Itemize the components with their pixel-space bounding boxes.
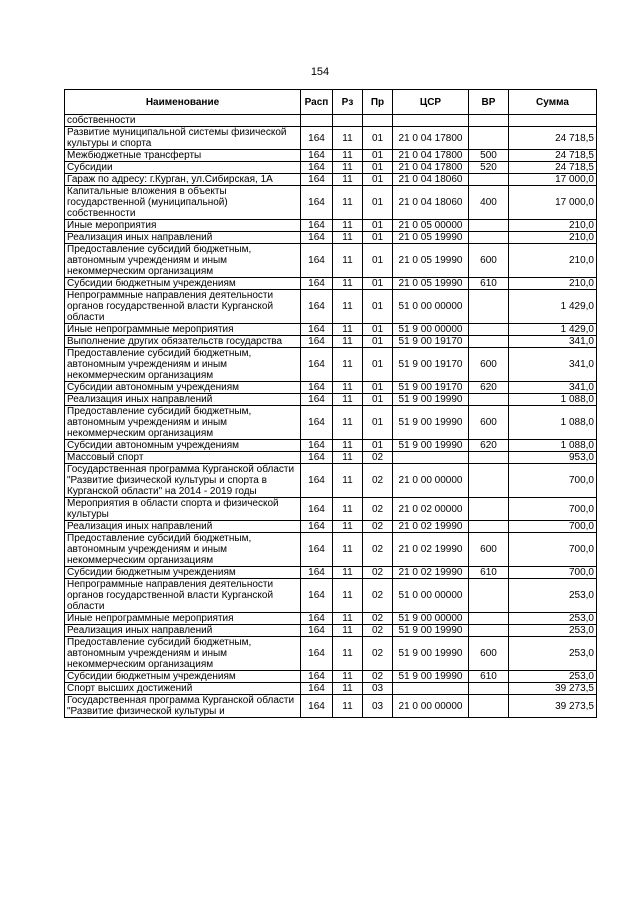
cell-vr: [469, 498, 509, 521]
cell-rz: 11: [333, 452, 363, 464]
cell-rasp: 164: [301, 671, 333, 683]
cell-rasp: 164: [301, 567, 333, 579]
cell-rasp: 164: [301, 637, 333, 671]
cell-rasp: 164: [301, 127, 333, 150]
cell-sum: 253,0: [509, 625, 597, 637]
cell-pr: 01: [363, 174, 393, 186]
cell-vr: [469, 464, 509, 498]
table-row: [65, 232, 597, 244]
cell-vr: 600: [469, 637, 509, 671]
cell-sum: 953,0: [509, 452, 597, 464]
cell-name: собственности: [65, 115, 301, 127]
cell-sum: 210,0: [509, 220, 597, 232]
cell-rz: 11: [333, 336, 363, 348]
cell-rz: 11: [333, 174, 363, 186]
cell-sum: 210,0: [509, 278, 597, 290]
cell-rz: 11: [333, 671, 363, 683]
table-row: [65, 637, 597, 671]
cell-name: Предоставление субсидий бюджетным, автономным учреждениям и иным некоммерческим организациям: [65, 348, 301, 382]
cell-sum: 39 273,5: [509, 695, 597, 718]
cell-sum: 700,0: [509, 533, 597, 567]
cell-rasp: 164: [301, 348, 333, 382]
cell-pr: 01: [363, 406, 393, 440]
table-row: [65, 162, 597, 174]
table-row: [65, 382, 597, 394]
table-header-row: [65, 90, 597, 115]
page-number: 154: [310, 66, 330, 78]
cell-sum: 700,0: [509, 567, 597, 579]
cell-name: Субсидии автономным учреждениям: [65, 382, 301, 394]
cell-sum: 341,0: [509, 382, 597, 394]
cell-vr: [469, 127, 509, 150]
cell-name: Иные непрограммные мероприятия: [65, 613, 301, 625]
cell-csr: 21 0 02 19990: [393, 521, 469, 533]
cell-csr: 21 0 05 19990: [393, 244, 469, 278]
cell-csr: 21 0 04 18060: [393, 186, 469, 220]
cell-csr: 21 0 02 19990: [393, 567, 469, 579]
table-row: [65, 440, 597, 452]
cell-rz: 11: [333, 220, 363, 232]
cell-rasp: 164: [301, 244, 333, 278]
cell-csr: 51 9 00 19170: [393, 382, 469, 394]
cell-rasp: 164: [301, 324, 333, 336]
cell-name: Спорт высших достижений: [65, 683, 301, 695]
cell-rasp: 164: [301, 683, 333, 695]
cell-vr: 610: [469, 278, 509, 290]
cell-pr: 01: [363, 290, 393, 324]
cell-rasp: 164: [301, 382, 333, 394]
cell-rz: 11: [333, 440, 363, 452]
cell-name: Субсидии: [65, 162, 301, 174]
cell-rasp: 164: [301, 394, 333, 406]
cell-csr: 51 0 00 00000: [393, 290, 469, 324]
cell-name: Капитальные вложения в объекты государственной (муниципальной) собственности: [65, 186, 301, 220]
cell-vr: 500: [469, 150, 509, 162]
cell-csr: 51 9 00 19990: [393, 671, 469, 683]
table-row: [65, 220, 597, 232]
table-row: [65, 324, 597, 336]
cell-csr: 51 9 00 19170: [393, 336, 469, 348]
table-row: [65, 336, 597, 348]
cell-rz: 11: [333, 695, 363, 718]
cell-csr: 21 0 05 19990: [393, 278, 469, 290]
header-csr: ЦСР: [393, 90, 469, 115]
cell-vr: [469, 452, 509, 464]
cell-pr: 01: [363, 382, 393, 394]
cell-pr: 02: [363, 521, 393, 533]
cell-csr: 51 9 00 19990: [393, 440, 469, 452]
cell-vr: [469, 232, 509, 244]
cell-name: Государственная программа Курганской области "Развитие физической культуры и: [65, 695, 301, 718]
cell-rasp: 164: [301, 336, 333, 348]
cell-pr: 01: [363, 127, 393, 150]
cell-pr: 02: [363, 533, 393, 567]
cell-sum: 1 429,0: [509, 324, 597, 336]
table-row: [65, 533, 597, 567]
cell-rz: 11: [333, 533, 363, 567]
cell-sum: 700,0: [509, 464, 597, 498]
cell-vr: [469, 394, 509, 406]
cell-sum: 253,0: [509, 613, 597, 625]
cell-name: Реализация иных направлений: [65, 625, 301, 637]
cell-pr: 02: [363, 567, 393, 579]
table-row: [65, 394, 597, 406]
cell-rasp: 164: [301, 464, 333, 498]
cell-rz: 11: [333, 394, 363, 406]
table-row: [65, 150, 597, 162]
cell-vr: [469, 174, 509, 186]
cell-vr: [469, 579, 509, 613]
cell-rz: 11: [333, 406, 363, 440]
cell-vr: 620: [469, 382, 509, 394]
cell-pr: 01: [363, 186, 393, 220]
cell-csr: 21 0 04 17800: [393, 150, 469, 162]
table-row: [65, 671, 597, 683]
cell-vr: [469, 115, 509, 127]
table-row: [65, 244, 597, 278]
cell-vr: 600: [469, 348, 509, 382]
cell-rasp: 164: [301, 406, 333, 440]
table-body: [65, 115, 597, 718]
table-row: [65, 127, 597, 150]
cell-rasp: 164: [301, 498, 333, 521]
cell-pr: 02: [363, 625, 393, 637]
cell-vr: 610: [469, 567, 509, 579]
cell-name: Субсидии бюджетным учреждениям: [65, 278, 301, 290]
cell-csr: 21 0 04 17800: [393, 127, 469, 150]
header-rz: Рз: [333, 90, 363, 115]
cell-sum: 39 273,5: [509, 683, 597, 695]
cell-pr: 02: [363, 498, 393, 521]
cell-csr: 21 0 04 17800: [393, 162, 469, 174]
cell-rasp: 164: [301, 695, 333, 718]
cell-name: Выполнение других обязательств государства: [65, 336, 301, 348]
cell-name: Мероприятия в области спорта и физической культуры: [65, 498, 301, 521]
cell-rasp: [301, 115, 333, 127]
cell-rz: [333, 115, 363, 127]
table-row: [65, 625, 597, 637]
cell-rasp: 164: [301, 613, 333, 625]
cell-rz: 11: [333, 290, 363, 324]
cell-sum: 24 718,5: [509, 150, 597, 162]
cell-rasp: 164: [301, 162, 333, 174]
cell-name: Предоставление субсидий бюджетным, автономным учреждениям и иным некоммерческим организациям: [65, 406, 301, 440]
cell-name: Массовый спорт: [65, 452, 301, 464]
cell-csr: 21 0 02 00000: [393, 498, 469, 521]
cell-rz: 11: [333, 579, 363, 613]
cell-vr: 600: [469, 244, 509, 278]
cell-pr: 01: [363, 324, 393, 336]
cell-rz: 11: [333, 382, 363, 394]
cell-pr: 01: [363, 220, 393, 232]
header-vr: ВР: [469, 90, 509, 115]
cell-sum: 17 000,0: [509, 174, 597, 186]
cell-pr: 02: [363, 464, 393, 498]
cell-csr: 21 0 02 19990: [393, 533, 469, 567]
table-row: [65, 278, 597, 290]
cell-rasp: 164: [301, 220, 333, 232]
cell-csr: 21 0 00 00000: [393, 695, 469, 718]
cell-vr: [469, 695, 509, 718]
table-row: [65, 567, 597, 579]
cell-name: Иные непрограммные мероприятия: [65, 324, 301, 336]
cell-sum: 253,0: [509, 579, 597, 613]
cell-name: Реализация иных направлений: [65, 394, 301, 406]
cell-rz: 11: [333, 637, 363, 671]
cell-rz: 11: [333, 127, 363, 150]
cell-pr: 01: [363, 244, 393, 278]
table-row: [65, 521, 597, 533]
cell-name: Субсидии автономным учреждениям: [65, 440, 301, 452]
cell-csr: 51 0 00 00000: [393, 579, 469, 613]
cell-vr: 400: [469, 186, 509, 220]
cell-sum: 253,0: [509, 671, 597, 683]
cell-rasp: 164: [301, 290, 333, 324]
cell-sum: 700,0: [509, 521, 597, 533]
cell-vr: [469, 613, 509, 625]
cell-sum: 210,0: [509, 244, 597, 278]
table-row: [65, 348, 597, 382]
cell-csr: 21 0 00 00000: [393, 464, 469, 498]
cell-csr: 51 9 00 19990: [393, 394, 469, 406]
cell-rz: 11: [333, 683, 363, 695]
cell-vr: 600: [469, 533, 509, 567]
cell-name: Государственная программа Курганской области "Развитие физической культуры и спорта в Курганской области" на 2014 - 2019 годы: [65, 464, 301, 498]
cell-vr: [469, 683, 509, 695]
cell-csr: [393, 115, 469, 127]
cell-pr: 02: [363, 579, 393, 613]
cell-pr: 01: [363, 232, 393, 244]
cell-pr: 01: [363, 278, 393, 290]
cell-csr: [393, 683, 469, 695]
cell-rasp: 164: [301, 579, 333, 613]
cell-csr: 21 0 05 19990: [393, 232, 469, 244]
cell-name: Межбюджетные трансферты: [65, 150, 301, 162]
cell-pr: 02: [363, 613, 393, 625]
cell-sum: 24 718,5: [509, 162, 597, 174]
cell-rasp: 164: [301, 278, 333, 290]
table-row: [65, 683, 597, 695]
cell-rz: 11: [333, 521, 363, 533]
cell-rasp: 164: [301, 150, 333, 162]
cell-rz: 11: [333, 464, 363, 498]
cell-name: Гараж по адресу: г.Курган, ул.Сибирская, 1А: [65, 174, 301, 186]
cell-name: Развитие муниципальной системы физической культуры и спорта: [65, 127, 301, 150]
cell-sum: 1 088,0: [509, 440, 597, 452]
cell-vr: 520: [469, 162, 509, 174]
cell-pr: 02: [363, 637, 393, 671]
cell-csr: 21 0 05 00000: [393, 220, 469, 232]
cell-rz: 11: [333, 278, 363, 290]
table-row: [65, 613, 597, 625]
cell-sum: [509, 115, 597, 127]
cell-vr: 610: [469, 671, 509, 683]
table-row: [65, 464, 597, 498]
cell-vr: 620: [469, 440, 509, 452]
cell-rasp: 164: [301, 186, 333, 220]
cell-rz: 11: [333, 348, 363, 382]
cell-rasp: 164: [301, 533, 333, 567]
cell-csr: 51 9 00 19990: [393, 406, 469, 440]
cell-pr: 01: [363, 440, 393, 452]
cell-pr: [363, 115, 393, 127]
table-row: [65, 452, 597, 464]
cell-sum: 24 718,5: [509, 127, 597, 150]
cell-name: Субсидии бюджетным учреждениям: [65, 567, 301, 579]
cell-vr: [469, 290, 509, 324]
cell-name: Реализация иных направлений: [65, 521, 301, 533]
cell-name: Предоставление субсидий бюджетным, автономным учреждениям и иным некоммерческим организациям: [65, 533, 301, 567]
cell-rz: 11: [333, 150, 363, 162]
cell-name: Непрограммные направления деятельности органов государственной власти Курганской области: [65, 290, 301, 324]
cell-vr: [469, 625, 509, 637]
table-row: [65, 174, 597, 186]
cell-pr: 01: [363, 162, 393, 174]
cell-sum: 17 000,0: [509, 186, 597, 220]
cell-sum: 1 088,0: [509, 394, 597, 406]
cell-sum: 1 088,0: [509, 406, 597, 440]
cell-name: Реализация иных направлений: [65, 232, 301, 244]
budget-table: [64, 89, 597, 718]
table-row: [65, 290, 597, 324]
table-row: [65, 695, 597, 718]
cell-rasp: 164: [301, 440, 333, 452]
cell-pr: 02: [363, 452, 393, 464]
cell-sum: 341,0: [509, 336, 597, 348]
cell-pr: 01: [363, 150, 393, 162]
cell-sum: 341,0: [509, 348, 597, 382]
cell-rz: 11: [333, 244, 363, 278]
cell-csr: 21 0 04 18060: [393, 174, 469, 186]
cell-csr: 51 9 00 19990: [393, 625, 469, 637]
cell-name: Непрограммные направления деятельности органов государственной власти Курганской области: [65, 579, 301, 613]
cell-sum: 700,0: [509, 498, 597, 521]
cell-pr: 02: [363, 671, 393, 683]
cell-rasp: 164: [301, 232, 333, 244]
cell-pr: 01: [363, 336, 393, 348]
cell-sum: 1 429,0: [509, 290, 597, 324]
cell-csr: 51 9 00 19990: [393, 637, 469, 671]
cell-pr: 03: [363, 683, 393, 695]
cell-csr: 51 9 00 00000: [393, 324, 469, 336]
header-rasp: Расп: [301, 90, 333, 115]
cell-vr: 600: [469, 406, 509, 440]
cell-rz: 11: [333, 162, 363, 174]
cell-rz: 11: [333, 232, 363, 244]
cell-name: Предоставление субсидий бюджетным, автономным учреждениям и иным некоммерческим организациям: [65, 637, 301, 671]
cell-vr: [469, 220, 509, 232]
cell-rasp: 164: [301, 174, 333, 186]
cell-rz: 11: [333, 613, 363, 625]
cell-vr: [469, 336, 509, 348]
cell-pr: 01: [363, 348, 393, 382]
cell-pr: 03: [363, 695, 393, 718]
cell-csr: 51 9 00 19170: [393, 348, 469, 382]
cell-sum: 210,0: [509, 232, 597, 244]
cell-vr: [469, 521, 509, 533]
table-row: [65, 186, 597, 220]
cell-rasp: 164: [301, 452, 333, 464]
header-name: Наименование: [65, 90, 301, 115]
header-pr: Пр: [363, 90, 393, 115]
table-row: [65, 498, 597, 521]
cell-csr: [393, 452, 469, 464]
cell-rz: 11: [333, 567, 363, 579]
cell-name: Предоставление субсидий бюджетным, автономным учреждениям и иным некоммерческим организациям: [65, 244, 301, 278]
cell-sum: 253,0: [509, 637, 597, 671]
cell-rz: 11: [333, 498, 363, 521]
cell-rasp: 164: [301, 625, 333, 637]
cell-rasp: 164: [301, 521, 333, 533]
table-row: [65, 406, 597, 440]
cell-rz: 11: [333, 625, 363, 637]
cell-pr: 01: [363, 394, 393, 406]
cell-rz: 11: [333, 186, 363, 220]
cell-vr: [469, 324, 509, 336]
table-row: [65, 115, 597, 127]
header-sum: Сумма: [509, 90, 597, 115]
cell-csr: 51 9 00 00000: [393, 613, 469, 625]
cell-name: Субсидии бюджетным учреждениям: [65, 671, 301, 683]
cell-name: Иные мероприятия: [65, 220, 301, 232]
cell-rz: 11: [333, 324, 363, 336]
table-row: [65, 579, 597, 613]
